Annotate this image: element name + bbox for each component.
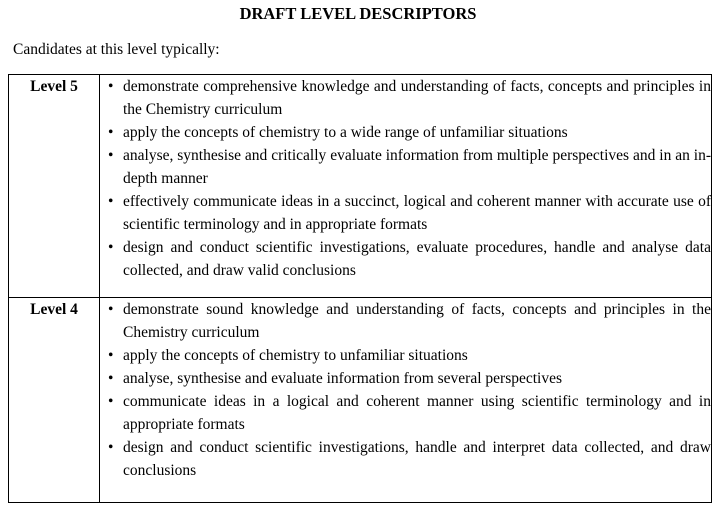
descriptor-text: design and conduct scientific investigations, evaluate procedures, handle and analyse data collected, and draw valid conclusions: [123, 239, 711, 279]
descriptor-item: [100, 367, 711, 390]
descriptor-cell: [100, 75, 712, 298]
bullet-icon: •: [108, 370, 114, 387]
descriptor-text: demonstrate sound knowledge and understanding of facts, concepts and principles in the Chemistry curriculum: [123, 301, 711, 341]
bullet-icon: •: [108, 239, 114, 256]
descriptor-text: communicate ideas in a logical and coherent manner using scientific terminology and in appropriate formats: [123, 393, 711, 433]
descriptor-item: [100, 436, 711, 482]
level-row-5: [9, 75, 712, 298]
descriptor-text: demonstrate comprehensive knowledge and understanding of facts, concepts and principles in the Chemistry curriculum: [123, 78, 711, 118]
bullet-icon: •: [108, 439, 114, 456]
intro-text: Candidates at this level typically:: [13, 41, 220, 58]
descriptor-item: [100, 144, 711, 190]
document-title: DRAFT LEVEL DESCRIPTORS: [239, 4, 477, 23]
descriptor-text: analyse, synthesise and evaluate information from several perspectives: [123, 370, 563, 387]
descriptor-text: design and conduct scientific investigations, handle and interpret data collected, and draw conclusions: [123, 439, 711, 479]
bullet-icon: •: [108, 78, 114, 95]
descriptor-item: [100, 121, 711, 144]
descriptor-item: [100, 236, 711, 282]
bullet-icon: •: [108, 301, 114, 318]
level-label: Level 4: [30, 301, 78, 318]
descriptor-text: effectively communicate ideas in a succinct, logical and coherent manner with accurate use of scientific terminology and in appropriate formats: [123, 193, 711, 233]
descriptor-text: apply the concepts of chemistry to unfamiliar situations: [123, 347, 468, 364]
descriptor-list: [100, 298, 711, 482]
descriptor-item: [100, 75, 711, 121]
descriptor-item: [100, 190, 711, 236]
level-row-4: [9, 298, 712, 503]
bullet-icon: •: [108, 393, 114, 410]
level-label-cell: [9, 75, 100, 298]
bullet-icon: •: [108, 147, 114, 164]
bullet-icon: •: [108, 193, 114, 210]
level-descriptor-table: [8, 74, 712, 503]
descriptor-item: [100, 390, 711, 436]
level-label-cell: [9, 298, 100, 503]
level-label: Level 5: [30, 78, 78, 95]
descriptor-item: [100, 298, 711, 344]
descriptor-list: [100, 75, 711, 282]
bullet-icon: •: [108, 124, 114, 141]
descriptor-text: apply the concepts of chemistry to a wide range of unfamiliar situations: [123, 124, 568, 141]
descriptor-cell: [100, 298, 712, 503]
descriptor-item: [100, 344, 711, 367]
descriptor-text: analyse, synthesise and critically evaluate information from multiple perspectives and in an in-depth manner: [123, 147, 711, 187]
bullet-icon: •: [108, 347, 114, 364]
